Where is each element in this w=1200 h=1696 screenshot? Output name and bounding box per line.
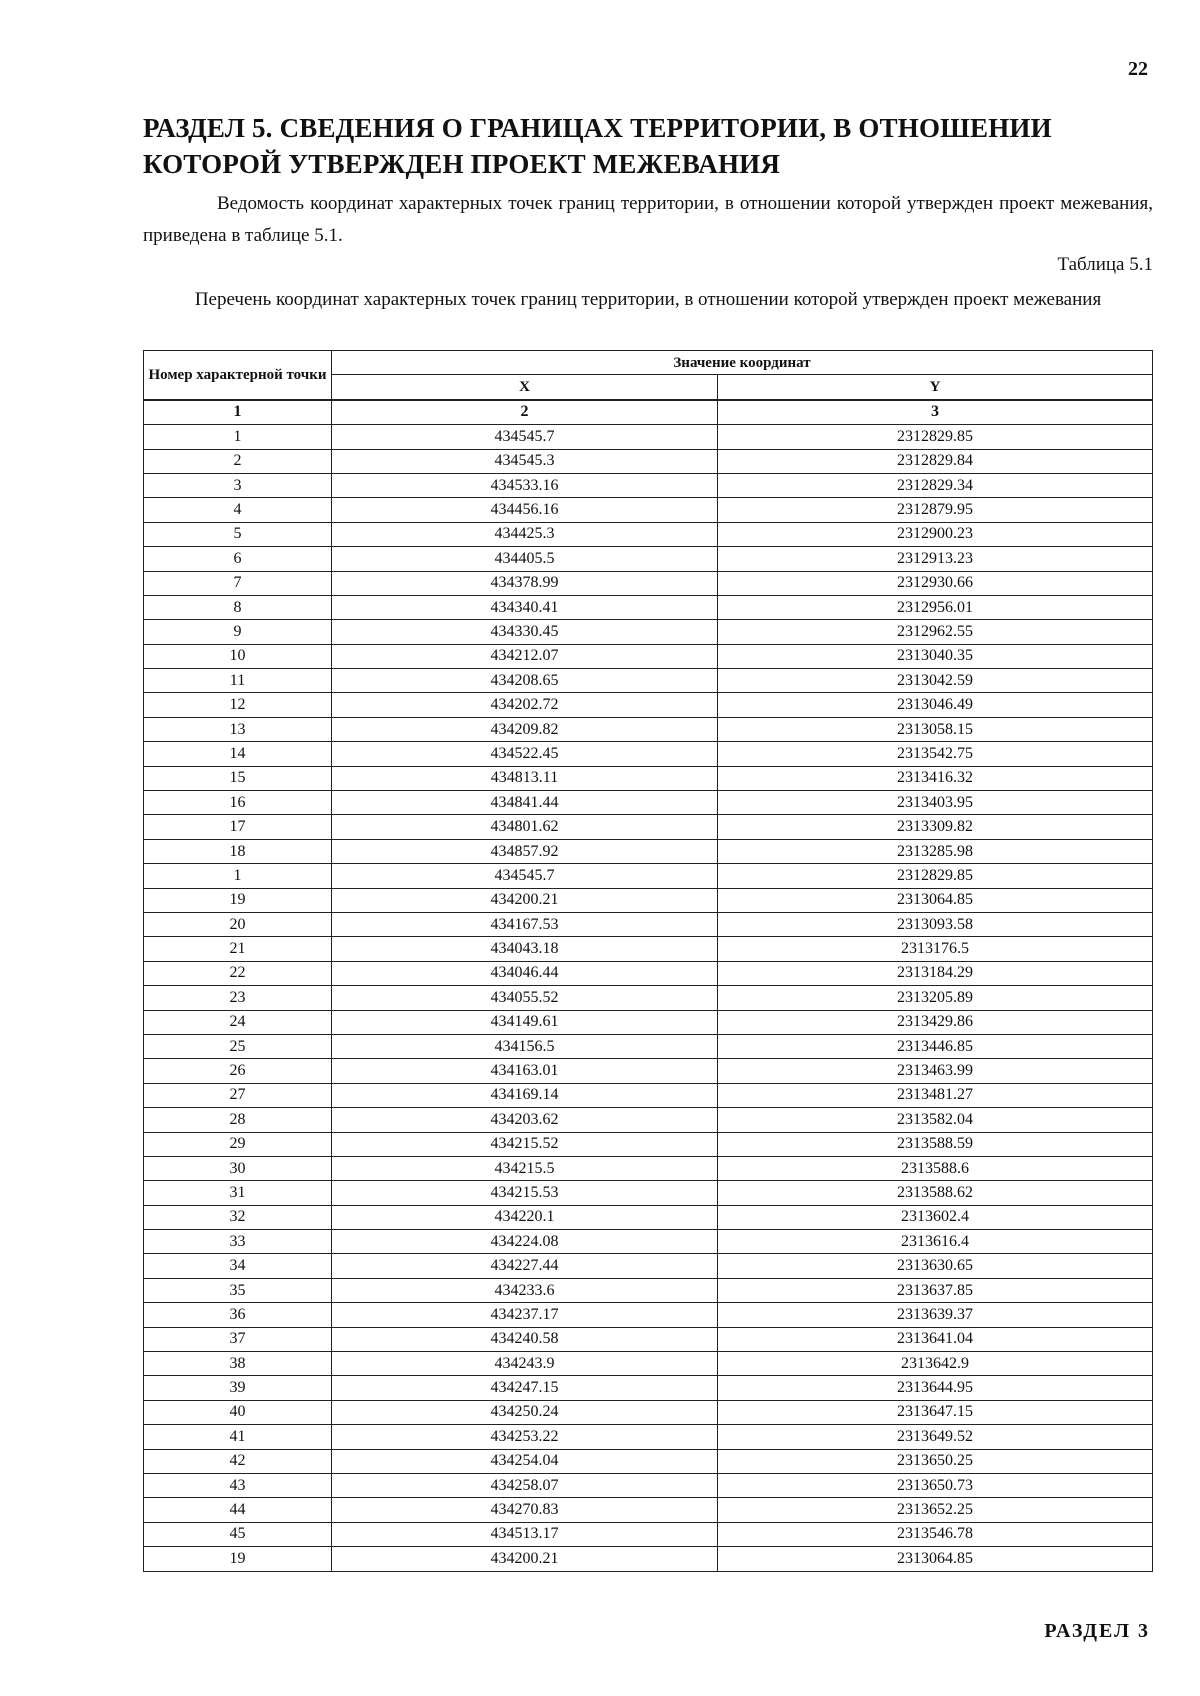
y-coordinate-cell: 2313652.25 xyxy=(718,1498,1153,1522)
point-number-cell: 41 xyxy=(144,1425,332,1449)
point-number-cell: 44 xyxy=(144,1498,332,1522)
y-coordinate-cell: 2313650.25 xyxy=(718,1449,1153,1473)
table-row xyxy=(144,571,1153,595)
x-coordinate-cell: 434813.11 xyxy=(332,766,718,790)
y-coordinate-cell: 2313429.86 xyxy=(718,1010,1153,1034)
y-coordinate-cell: 2313093.58 xyxy=(718,912,1153,936)
point-number-cell: 11 xyxy=(144,669,332,693)
y-coordinate-cell: 2313546.78 xyxy=(718,1522,1153,1546)
point-number-cell: 9 xyxy=(144,620,332,644)
table-row xyxy=(144,742,1153,766)
x-coordinate-cell: 434224.08 xyxy=(332,1230,718,1254)
table-row xyxy=(144,473,1153,497)
y-coordinate-cell: 2313582.04 xyxy=(718,1108,1153,1132)
x-coordinate-cell: 434163.01 xyxy=(332,1059,718,1083)
table-row xyxy=(144,1181,1153,1205)
point-number-cell: 43 xyxy=(144,1473,332,1497)
y-coordinate-cell: 2312913.23 xyxy=(718,547,1153,571)
point-number-cell: 42 xyxy=(144,1449,332,1473)
header-point-number: Номер характерной точки xyxy=(144,351,332,400)
header-coordinates: Значение координат xyxy=(332,351,1153,375)
y-coordinate-cell: 2313205.89 xyxy=(718,986,1153,1010)
table-row xyxy=(144,1205,1153,1229)
y-coordinate-cell: 2313481.27 xyxy=(718,1083,1153,1107)
y-coordinate-cell: 2313042.59 xyxy=(718,669,1153,693)
y-coordinate-cell: 2313588.62 xyxy=(718,1181,1153,1205)
point-number-cell: 17 xyxy=(144,815,332,839)
table-row xyxy=(144,1059,1153,1083)
x-coordinate-cell: 434240.58 xyxy=(332,1327,718,1351)
y-coordinate-cell: 2312879.95 xyxy=(718,498,1153,522)
y-coordinate-cell: 2313644.95 xyxy=(718,1376,1153,1400)
x-coordinate-cell: 434200.21 xyxy=(332,1547,718,1571)
table-row xyxy=(144,1278,1153,1302)
y-coordinate-cell: 2313046.49 xyxy=(718,693,1153,717)
column-number-cell: 2 xyxy=(332,400,718,425)
y-coordinate-cell: 2312900.23 xyxy=(718,522,1153,546)
point-number-cell: 33 xyxy=(144,1230,332,1254)
table-row xyxy=(144,1425,1153,1449)
x-coordinate-cell: 434545.7 xyxy=(332,864,718,888)
footer-section-label: РАЗДЕЛ 3 xyxy=(1044,1620,1150,1642)
table-row xyxy=(144,1376,1153,1400)
y-coordinate-cell: 2313588.6 xyxy=(718,1156,1153,1180)
x-coordinate-cell: 434857.92 xyxy=(332,839,718,863)
x-coordinate-cell: 434330.45 xyxy=(332,620,718,644)
x-coordinate-cell: 434841.44 xyxy=(332,791,718,815)
y-coordinate-cell: 2313446.85 xyxy=(718,1034,1153,1058)
table-row xyxy=(144,1010,1153,1034)
y-coordinate-cell: 2312829.85 xyxy=(718,864,1153,888)
y-coordinate-cell: 2313602.4 xyxy=(718,1205,1153,1229)
point-number-cell: 15 xyxy=(144,766,332,790)
y-coordinate-cell: 2313176.5 xyxy=(718,937,1153,961)
y-coordinate-cell: 2313542.75 xyxy=(718,742,1153,766)
table-row xyxy=(144,498,1153,522)
x-coordinate-cell: 434545.7 xyxy=(332,425,718,449)
table-row xyxy=(144,644,1153,668)
point-number-cell: 2 xyxy=(144,449,332,473)
x-coordinate-cell: 434233.6 xyxy=(332,1278,718,1302)
table-row xyxy=(144,1522,1153,1546)
y-coordinate-cell: 2313064.85 xyxy=(718,888,1153,912)
table-row xyxy=(144,815,1153,839)
table-row xyxy=(144,791,1153,815)
x-coordinate-cell: 434533.16 xyxy=(332,473,718,497)
table-header xyxy=(144,351,1153,400)
y-coordinate-cell: 2313616.4 xyxy=(718,1230,1153,1254)
y-coordinate-cell: 2313649.52 xyxy=(718,1425,1153,1449)
x-coordinate-cell: 434545.3 xyxy=(332,449,718,473)
column-number-cell: 1 xyxy=(144,400,332,425)
header-x: X xyxy=(332,375,718,400)
point-number-cell: 1 xyxy=(144,864,332,888)
x-coordinate-cell: 434212.07 xyxy=(332,644,718,668)
point-number-cell: 16 xyxy=(144,791,332,815)
table-row xyxy=(144,547,1153,571)
point-number-cell: 7 xyxy=(144,571,332,595)
x-coordinate-cell: 434215.52 xyxy=(332,1132,718,1156)
y-coordinate-cell: 2313184.29 xyxy=(718,961,1153,985)
table-row xyxy=(144,839,1153,863)
point-number-cell: 32 xyxy=(144,1205,332,1229)
point-number-cell: 31 xyxy=(144,1181,332,1205)
point-number-cell: 37 xyxy=(144,1327,332,1351)
x-coordinate-cell: 434202.72 xyxy=(332,693,718,717)
x-coordinate-cell: 434801.62 xyxy=(332,815,718,839)
table-body xyxy=(144,400,1153,1571)
x-coordinate-cell: 434215.53 xyxy=(332,1181,718,1205)
x-coordinate-cell: 434220.1 xyxy=(332,1205,718,1229)
y-coordinate-cell: 2313403.95 xyxy=(718,791,1153,815)
coordinates-table xyxy=(143,350,1153,1572)
point-number-cell: 24 xyxy=(144,1010,332,1034)
y-coordinate-cell: 2313650.73 xyxy=(718,1473,1153,1497)
point-number-cell: 4 xyxy=(144,498,332,522)
point-number-cell: 20 xyxy=(144,912,332,936)
page-number: 22 xyxy=(1128,58,1148,80)
point-number-cell: 23 xyxy=(144,986,332,1010)
column-number-cell: 3 xyxy=(718,400,1153,425)
point-number-cell: 19 xyxy=(144,888,332,912)
y-coordinate-cell: 2313309.82 xyxy=(718,815,1153,839)
table-row xyxy=(144,1352,1153,1376)
x-coordinate-cell: 434169.14 xyxy=(332,1083,718,1107)
point-number-cell: 6 xyxy=(144,547,332,571)
x-coordinate-cell: 434237.17 xyxy=(332,1303,718,1327)
y-coordinate-cell: 2313588.59 xyxy=(718,1132,1153,1156)
point-number-cell: 40 xyxy=(144,1400,332,1424)
table-row xyxy=(144,1473,1153,1497)
y-coordinate-cell: 2313040.35 xyxy=(718,644,1153,668)
y-coordinate-cell: 2313639.37 xyxy=(718,1303,1153,1327)
x-coordinate-cell: 434215.5 xyxy=(332,1156,718,1180)
table-row xyxy=(144,449,1153,473)
x-coordinate-cell: 434513.17 xyxy=(332,1522,718,1546)
y-coordinate-cell: 2313637.85 xyxy=(718,1278,1153,1302)
table-row xyxy=(144,522,1153,546)
table-row xyxy=(144,1400,1153,1424)
table-row xyxy=(144,620,1153,644)
table-row xyxy=(144,1547,1153,1571)
y-coordinate-cell: 2312829.84 xyxy=(718,449,1153,473)
table-row xyxy=(144,766,1153,790)
point-number-cell: 28 xyxy=(144,1108,332,1132)
table-row xyxy=(144,693,1153,717)
section-title: РАЗДЕЛ 5. СВЕДЕНИЯ О ГРАНИЦАХ ТЕРРИТОРИИ, В ОТНОШЕНИИ КОТОРОЙ УТВЕРЖДЕН ПРОЕКТ МЕЖЕВАНИЯ xyxy=(143,113,1052,179)
point-number-cell: 13 xyxy=(144,717,332,741)
table-row xyxy=(144,912,1153,936)
x-coordinate-cell: 434405.5 xyxy=(332,547,718,571)
table-row xyxy=(144,1327,1153,1351)
point-number-cell: 39 xyxy=(144,1376,332,1400)
table-row xyxy=(144,1156,1153,1180)
point-number-cell: 38 xyxy=(144,1352,332,1376)
point-number-cell: 3 xyxy=(144,473,332,497)
x-coordinate-cell: 434227.44 xyxy=(332,1254,718,1278)
intro-paragraph: Ведомость координат характерных точек границ территории, в отношении которой утвержден проект межевания, приведена в таблице 5.1. xyxy=(143,193,1153,246)
table-caption: Перечень координат характерных точек границ территории, в отношении которой утвержден проект межевания xyxy=(194,289,1102,310)
y-coordinate-cell: 2313630.65 xyxy=(718,1254,1153,1278)
x-coordinate-cell: 434156.5 xyxy=(332,1034,718,1058)
point-number-cell: 21 xyxy=(144,937,332,961)
table-row xyxy=(144,1230,1153,1254)
x-coordinate-cell: 434247.15 xyxy=(332,1376,718,1400)
table-label: Таблица 5.1 xyxy=(1057,254,1153,275)
x-coordinate-cell: 434046.44 xyxy=(332,961,718,985)
y-coordinate-cell: 2313285.98 xyxy=(718,839,1153,863)
point-number-cell: 19 xyxy=(144,1547,332,1571)
x-coordinate-cell: 434253.22 xyxy=(332,1425,718,1449)
table-row xyxy=(144,1132,1153,1156)
point-number-cell: 27 xyxy=(144,1083,332,1107)
point-number-cell: 10 xyxy=(144,644,332,668)
x-coordinate-cell: 434522.45 xyxy=(332,742,718,766)
point-number-cell: 22 xyxy=(144,961,332,985)
point-number-cell: 29 xyxy=(144,1132,332,1156)
x-coordinate-cell: 434243.9 xyxy=(332,1352,718,1376)
x-coordinate-cell: 434250.24 xyxy=(332,1400,718,1424)
table-row xyxy=(144,1034,1153,1058)
y-coordinate-cell: 2312829.34 xyxy=(718,473,1153,497)
x-coordinate-cell: 434209.82 xyxy=(332,717,718,741)
point-number-cell: 34 xyxy=(144,1254,332,1278)
x-coordinate-cell: 434340.41 xyxy=(332,595,718,619)
x-coordinate-cell: 434456.16 xyxy=(332,498,718,522)
point-number-cell: 30 xyxy=(144,1156,332,1180)
x-coordinate-cell: 434378.99 xyxy=(332,571,718,595)
y-coordinate-cell: 2313064.85 xyxy=(718,1547,1153,1571)
point-number-cell: 12 xyxy=(144,693,332,717)
table-row xyxy=(144,1449,1153,1473)
table-row xyxy=(144,669,1153,693)
y-coordinate-cell: 2313463.99 xyxy=(718,1059,1153,1083)
x-coordinate-cell: 434270.83 xyxy=(332,1498,718,1522)
x-coordinate-cell: 434200.21 xyxy=(332,888,718,912)
point-number-cell: 26 xyxy=(144,1059,332,1083)
y-coordinate-cell: 2312930.66 xyxy=(718,571,1153,595)
table-row xyxy=(144,864,1153,888)
x-coordinate-cell: 434055.52 xyxy=(332,986,718,1010)
point-number-cell: 18 xyxy=(144,839,332,863)
x-coordinate-cell: 434203.62 xyxy=(332,1108,718,1132)
table-row xyxy=(144,1303,1153,1327)
y-coordinate-cell: 2312962.55 xyxy=(718,620,1153,644)
point-number-cell: 45 xyxy=(144,1522,332,1546)
table-row xyxy=(144,1108,1153,1132)
header-y: Y xyxy=(718,375,1153,400)
x-coordinate-cell: 434043.18 xyxy=(332,937,718,961)
y-coordinate-cell: 2313647.15 xyxy=(718,1400,1153,1424)
y-coordinate-cell: 2313058.15 xyxy=(718,717,1153,741)
y-coordinate-cell: 2312829.85 xyxy=(718,425,1153,449)
x-coordinate-cell: 434208.65 xyxy=(332,669,718,693)
point-number-cell: 35 xyxy=(144,1278,332,1302)
point-number-cell: 8 xyxy=(144,595,332,619)
point-number-cell: 36 xyxy=(144,1303,332,1327)
table-row xyxy=(144,425,1153,449)
x-coordinate-cell: 434149.61 xyxy=(332,1010,718,1034)
table-row xyxy=(144,595,1153,619)
column-number-row xyxy=(144,400,1153,425)
table-row xyxy=(144,961,1153,985)
point-number-cell: 5 xyxy=(144,522,332,546)
table-row xyxy=(144,717,1153,741)
x-coordinate-cell: 434425.3 xyxy=(332,522,718,546)
table-row xyxy=(144,1498,1153,1522)
table-row xyxy=(144,986,1153,1010)
table-row xyxy=(144,1254,1153,1278)
point-number-cell: 1 xyxy=(144,425,332,449)
y-coordinate-cell: 2313642.9 xyxy=(718,1352,1153,1376)
y-coordinate-cell: 2312956.01 xyxy=(718,595,1153,619)
table-row xyxy=(144,1083,1153,1107)
x-coordinate-cell: 434167.53 xyxy=(332,912,718,936)
table-row xyxy=(144,937,1153,961)
x-coordinate-cell: 434254.04 xyxy=(332,1449,718,1473)
y-coordinate-cell: 2313641.04 xyxy=(718,1327,1153,1351)
point-number-cell: 25 xyxy=(144,1034,332,1058)
point-number-cell: 14 xyxy=(144,742,332,766)
table-row xyxy=(144,888,1153,912)
y-coordinate-cell: 2313416.32 xyxy=(718,766,1153,790)
x-coordinate-cell: 434258.07 xyxy=(332,1473,718,1497)
